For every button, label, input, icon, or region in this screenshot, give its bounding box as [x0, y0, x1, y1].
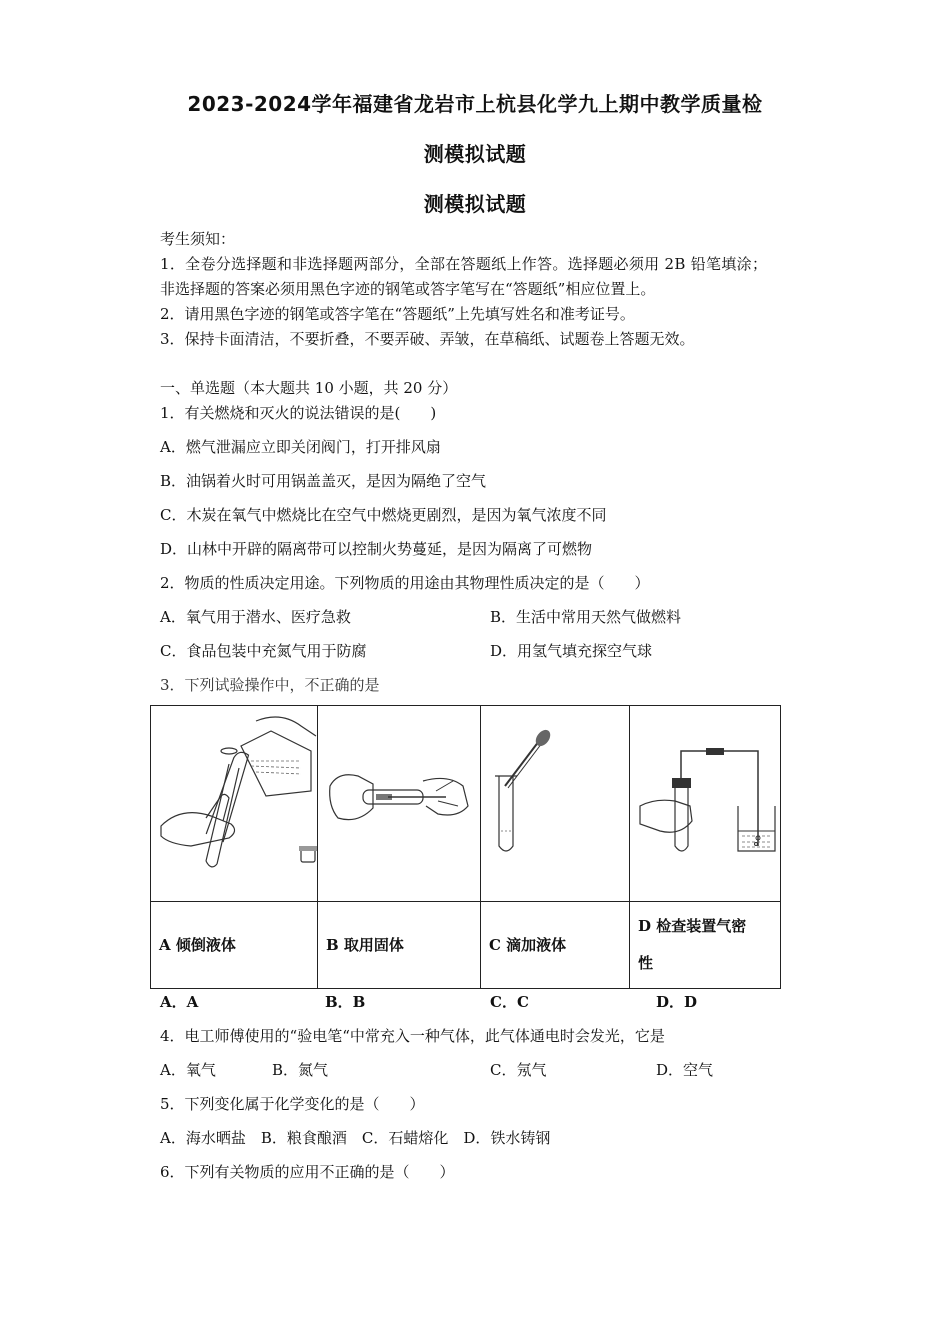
- q1-option-a: A．燃气泄漏应立即关闭阀门，打开排风扇: [160, 438, 441, 456]
- q1-option-d: D．山林中开辟的隔离带可以控制火势蔓延，是因为隔离了可燃物: [160, 540, 593, 558]
- q3-caption-d-line2: 性: [638, 954, 654, 972]
- q1-option-c: C．木炭在氧气中燃烧比在空气中燃烧更剧烈，是因为氧气浓度不同: [160, 506, 607, 524]
- q5-stem: 5．下列变化属于化学变化的是（ ）: [160, 1095, 425, 1113]
- exam-title-line2: 测模拟试题: [423, 142, 527, 166]
- notice-item-1a: 1．全卷分选择题和非选择题两部分，全部在答题纸上作答。选择题必须用 2B 铅笔填涂；: [160, 255, 768, 273]
- q3-figure-c: [481, 706, 630, 902]
- q3-figure-b: [318, 706, 481, 902]
- q3-caption-d: [630, 902, 781, 989]
- q3-caption-b: B 取用固体: [318, 902, 481, 989]
- q4-option-c: C．氖气: [490, 1061, 547, 1079]
- section-heading: 一、单选题（本大题共 10 小题，共 20 分）: [160, 379, 458, 397]
- q5-options: A．海水晒盐 B．粮食酿酒 C．石蜡熔化 D．铁水铸钢: [160, 1129, 551, 1147]
- notice-item-1b: 非选择题的答案必须用黑色字迹的钢笔或答字笔写在“答题纸”相应位置上。: [160, 280, 656, 298]
- q3-caption-a: A 倾倒液体: [151, 902, 318, 989]
- q3-figure-d: [630, 706, 781, 902]
- q4-stem: 4．电工师傅使用的“验电笔“中常充入一种气体，此气体通电时会发光，它是: [160, 1027, 665, 1045]
- q3-option-b: B．B: [325, 993, 366, 1011]
- q2-option-a: A．氧气用于潜水、医疗急救: [160, 608, 351, 626]
- q3-option-c: C．C: [490, 993, 529, 1011]
- q2-option-c: C．食品包装中充氮气用于防腐: [160, 642, 367, 660]
- q2-option-b: B．生活中常用天然气做燃料: [490, 608, 682, 626]
- q3-stem: 3．下列试验操作中，不正确的是: [160, 676, 380, 694]
- notice-item-2: 2．请用黑色字迹的钢笔或答字笔在“答题纸”上先填写姓名和准考证号。: [160, 305, 635, 323]
- q3-experiment-table: [150, 705, 781, 989]
- q4-option-a: A．氧气: [160, 1061, 216, 1079]
- notice-heading: 考生须知：: [160, 230, 236, 248]
- drip-liquid-illustration: [481, 706, 629, 901]
- q3-option-d: D．D: [656, 993, 698, 1011]
- q3-caption-c: C 滴加液体: [481, 902, 630, 989]
- q4-option-b: B．氮气: [272, 1061, 329, 1079]
- q3-figure-a: [151, 706, 318, 902]
- exam-title-line1: 2023-2024学年福建省龙岩市上杭县化学九上期中教学质量检: [187, 92, 763, 116]
- q2-option-d: D．用氢气填充探空气球: [490, 642, 653, 660]
- q2-stem: 2．物质的性质决定用途。下列物质的用途由其物理性质决定的是（ ）: [160, 574, 650, 592]
- take-solid-illustration: [318, 706, 480, 901]
- exam-title-line3: 测模拟试题: [423, 192, 527, 216]
- airtightness-check-illustration: [630, 706, 780, 901]
- q3-caption-d-line1: D 检查装置气密: [638, 917, 747, 935]
- pour-liquid-illustration: [151, 706, 317, 901]
- q3-option-a: A．A: [160, 993, 199, 1011]
- notice-item-3: 3．保持卡面清洁，不要折叠，不要弄破、弄皱，在草稿纸、试题卷上答题无效。: [160, 330, 695, 348]
- q6-stem: 6．下列有关物质的应用不正确的是（ ）: [160, 1163, 455, 1181]
- q1-option-b: B．油锅着火时可用锅盖盖灭，是因为隔绝了空气: [160, 472, 487, 490]
- q1-stem: 1．有关燃烧和灭火的说法错误的是( ): [160, 404, 437, 422]
- q4-option-d: D．空气: [656, 1061, 714, 1079]
